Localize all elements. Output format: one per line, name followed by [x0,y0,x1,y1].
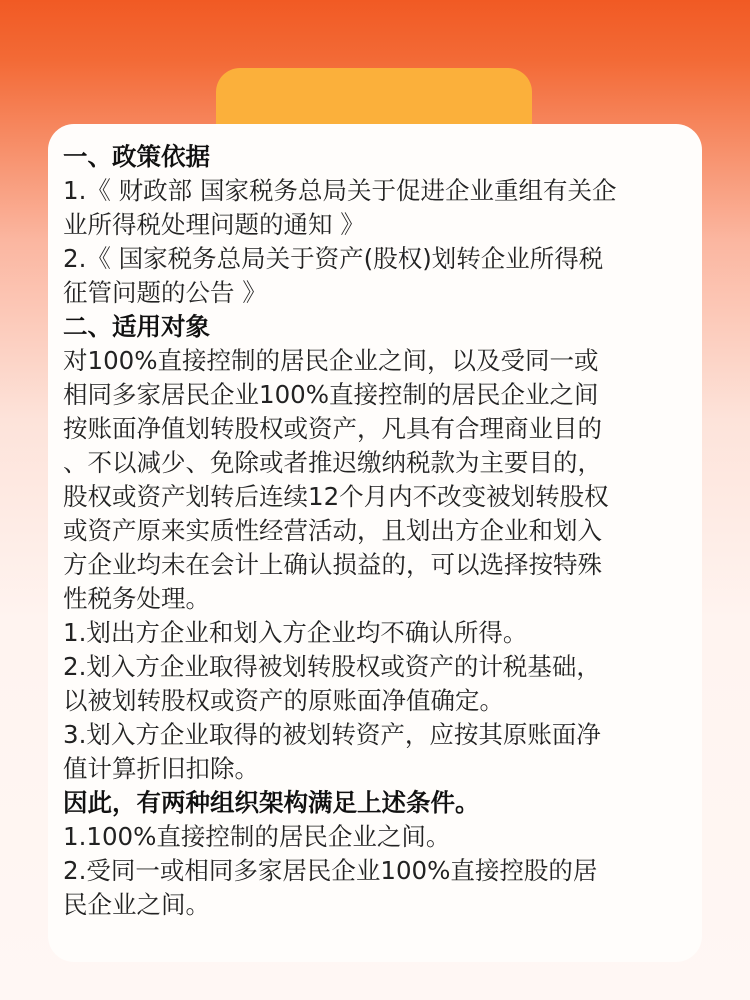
text-line: 方企业均未在会计上确认损益的，可以选择按特殊 [63,550,602,579]
text-line: 1.《 财政部 国家税务总局关于促进企业重组有关企 [63,176,617,205]
text-line: 相同多家居民企业100%直接控制的居民企业之间 [63,380,599,409]
text-line: 2.划入方企业取得被划转股权或资产的计税基础， [63,652,601,681]
section-heading-applicable-objects: 二、适用对象 [63,312,210,341]
section-heading-policy-basis: 一、政策依据 [63,142,210,171]
text-line: 民企业之间。 [63,890,210,919]
text-line: 1.划出方企业和划入方企业均不确认所得。 [63,618,528,647]
article-body [63,140,689,922]
text-line: 或资产原来实质性经营活动，且划出方企业和划入 [63,516,602,545]
text-line: 业所得税处理问题的通知 》 [63,210,365,239]
text-line: 、不以减少、免除或者推迟缴纳税款为主要目的， [63,448,602,477]
text-line: 对100%直接控制的居民企业之间，以及受同一或 [63,346,599,375]
text-line: 2.《 国家税务总局关于资产(股权)划转企业所得税 [63,244,604,273]
text-line: 以被划转股权或资产的原账面净值确定。 [63,686,504,715]
text-line: 1.100%直接控制的居民企业之间。 [63,822,451,851]
text-line: 2.受同一或相同多家居民企业100%直接控股的居 [63,856,598,885]
text-line: 值计算折旧扣除。 [63,754,259,783]
text-line: 3.划入方企业取得的被划转资产，应按其原账面净 [63,720,601,749]
conclusion-heading: 因此，有两种组织架构满足上述条件。 [63,788,480,817]
text-line: 性税务处理。 [63,584,210,613]
text-line: 股权或资产划转后连续12个月内不改变被划转股权 [63,482,609,511]
text-line: 征管问题的公告 》 [63,278,267,307]
text-line: 按账面净值划转股权或资产，凡具有合理商业目的 [63,414,602,443]
